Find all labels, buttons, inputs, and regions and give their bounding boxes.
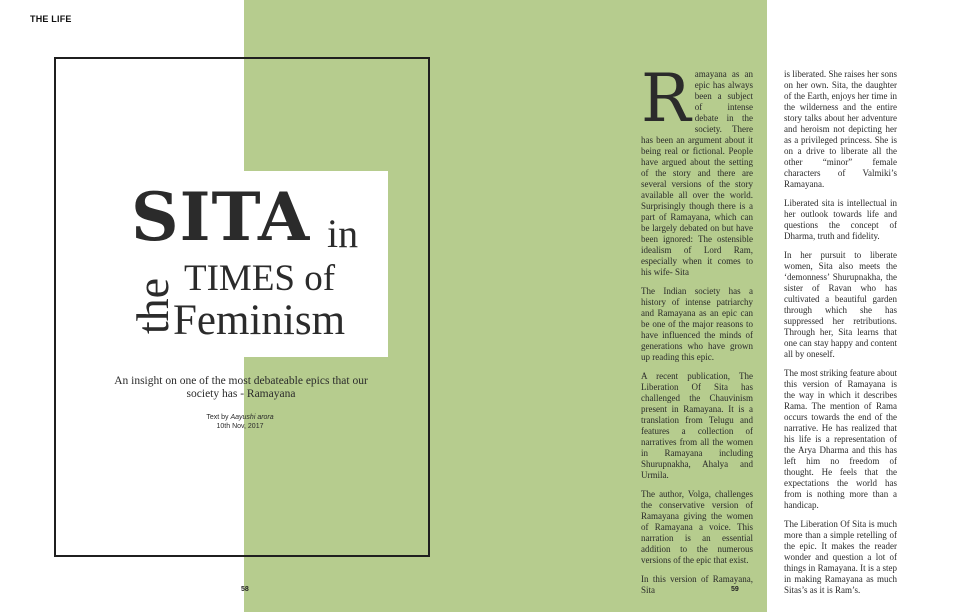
article-column-2	[784, 69, 897, 604]
title-feminism: Feminism	[173, 297, 346, 344]
paragraph: In this version of Ramayana, Sita	[641, 574, 753, 595]
title-the: the	[127, 277, 178, 335]
paragraph: The most striking feature about this version of Ramayana is the way in which it describes Rama. The mention of Rama occurs towards the end of the narrative. He has realized that his life is a representation of the Arya Dharma and this has left him no freedom of thought. He feels that the expectations the world has from is nothing more than a handicap.	[784, 368, 897, 510]
byline-date: 10th Nov, 2017	[216, 423, 264, 430]
title-times-of: TIMES of	[184, 258, 336, 299]
section-label: THE LIFE	[30, 14, 72, 24]
byline	[160, 413, 320, 431]
title-sita: SITA	[131, 178, 311, 256]
byline-author: Aayushi arora	[230, 414, 274, 421]
paragraph-text: amayana as an epic has always been a subject of intense debate in the society. There has been an argument about it being real or fictional. People have argued about the setting of the story and there are several versions of the story available all over the world. Surprisingly though there is a part of Ramayana, which can be largely debated on but have been ignored: The ostensible idealism of Lord Ram, especially when it comes to his wife- Sita	[641, 69, 753, 277]
page-number-left: 58	[241, 586, 249, 593]
paragraph: The Liberation Of Sita is much more than a simple retelling of the epic. It makes the reader wonder and question a lot of things in Ramayana. It is a step in making Ramayana as much Sitas’s as it is Ram’s.	[784, 519, 897, 595]
drop-cap: R	[641, 60, 691, 137]
article-column-1	[641, 60, 753, 604]
paragraph: A recent publication, The Liberation Of Sita has challenged the Chauvinism present in Ramayana. It is a translation from Telugu and features a collection of narratives from all the women in Ramayana including Shurupnakha, Ahalya and Urmila.	[641, 371, 753, 480]
paragraph: The Indian society has a history of intense patriarchy and Ramayana as an epic can be one of the major reasons to have influenced the minds of generations who have grown up reading this epic.	[641, 286, 753, 362]
page-number-right: 59	[731, 586, 739, 593]
paragraph	[641, 60, 753, 278]
article-subtitle: An insight on one of the most debateable epics that our society has - Ramayana	[114, 375, 368, 400]
paragraph: The author, Volga, challenges the conservative version of Ramayana giving the women of Ramayana a voice. This narration is an essential addition to the numerous versions of the epic that exist.	[641, 489, 753, 565]
paragraph: Liberated sita is intellectual in her outlook towards life and questions the concept of Dharma, truth and fidelity.	[784, 198, 897, 241]
paragraph: is liberated. She raises her sons on her own. Sita, the daughter of the Earth, enjoys her time in the wilderness and the entire story talks about her adventure and heroism not depicting her as a privileged princess. She is on a drive to liberate all the other “minor” female characters of Valmiki’s Ramayana.	[784, 69, 897, 189]
title-in: in	[327, 211, 359, 256]
byline-prefix: Text by	[206, 414, 229, 421]
paragraph: In her pursuit to liberate women, Sita also meets the ‘demonness’ Shurupnakha, the sister of Ravan who has cultivated a beautiful garden through which she has suppressed her retributions. Through her, Sita learns that one can stay happy and content all by oneself.	[784, 250, 897, 359]
